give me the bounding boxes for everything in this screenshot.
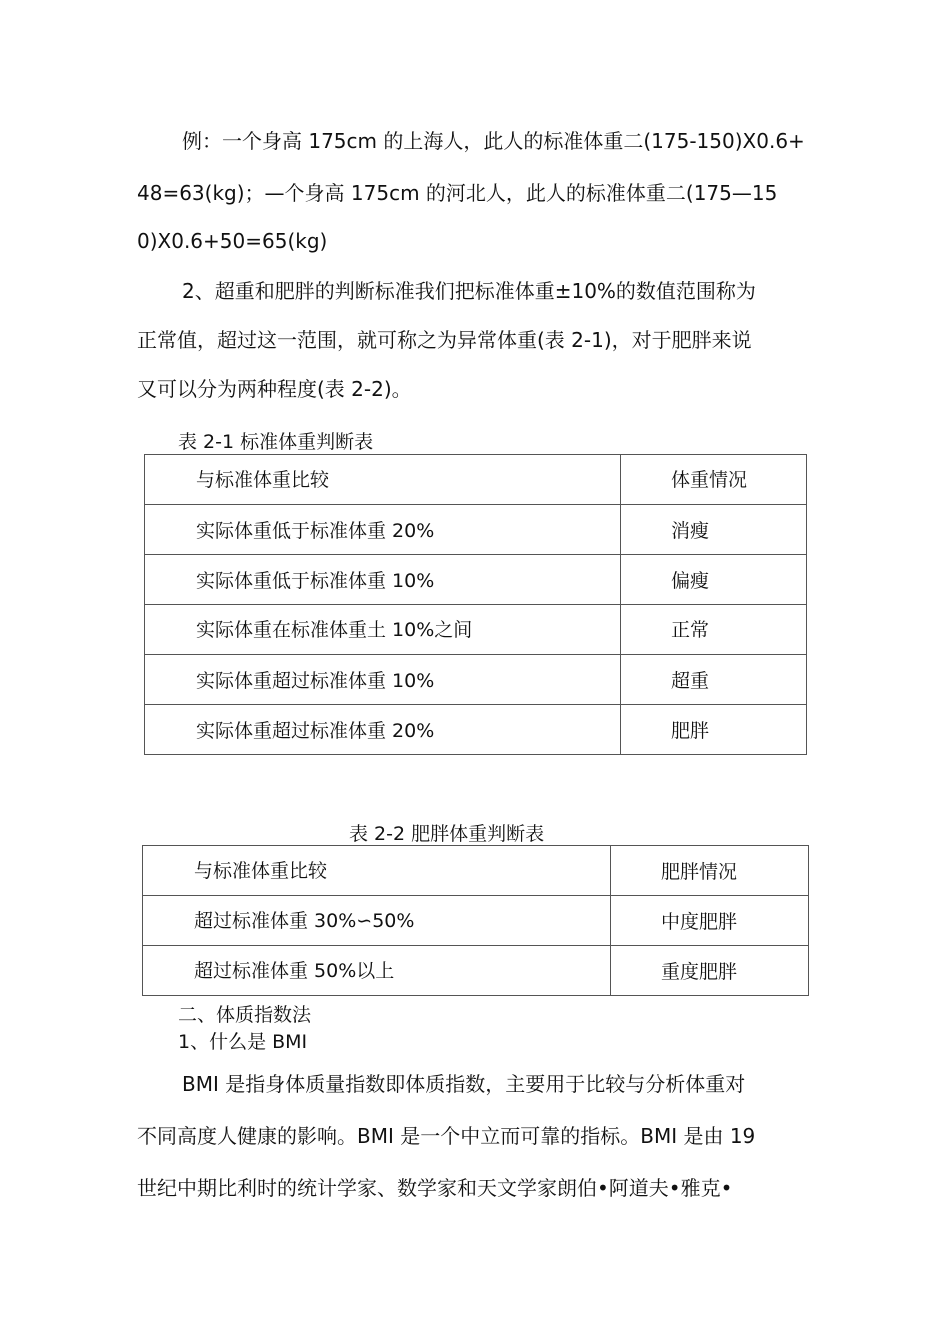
table-row [143, 946, 809, 996]
table-header-cell: 肥胖情况 [611, 846, 809, 896]
table-row [145, 655, 807, 705]
table-cell: 超重 [621, 655, 807, 705]
table-cell: 实际体重低于标准体重 20% [145, 505, 621, 555]
table-cell: 实际体重在标准体重土 10%之间 [145, 605, 621, 655]
obesity-weight-table [142, 845, 809, 996]
standard-line-1: 2、超重和肥胖的判断标准我们把标准体重±10%的数值范围称为 [182, 279, 756, 303]
example-line-2: 48=63(kg)；—个身高 175cm 的河北人，此人的标准体重二(175—15 [137, 181, 778, 205]
table-header-cell: 与标准体重比较 [145, 455, 621, 505]
table-cell: 消瘦 [621, 505, 807, 555]
table-header-row [143, 846, 809, 896]
bmi-line-3: 世纪中期比利时的统计学家、数学家和天文学家朗伯•阿道夫•雅克• [137, 1176, 733, 1200]
table-cell: 正常 [621, 605, 807, 655]
table-row [143, 896, 809, 946]
table-row [145, 505, 807, 555]
standard-line-3: 又可以分为两种程度(表 2-2)。 [137, 377, 412, 401]
table2-caption: 表 2-2 肥胖体重判断表 [349, 823, 545, 845]
table1-caption: 表 2-1 标准体重判断表 [178, 431, 374, 453]
table-cell: 超过标准体重 30%∽50% [143, 896, 611, 946]
table-row [145, 705, 807, 755]
section-heading: 二、体质指数法 [178, 1004, 312, 1026]
table-cell: 实际体重超过标准体重 20% [145, 705, 621, 755]
table-cell: 重度肥胖 [611, 946, 809, 996]
bmi-line-1: BMI 是指身体质量指数即体质指数，主要用于比较与分析体重对 [182, 1072, 746, 1096]
bmi-line-2: 不同高度人健康的影响。BMI 是一个中立而可靠的指标。BMI 是由 19 [137, 1124, 756, 1148]
table-cell: 超过标准体重 50%以上 [143, 946, 611, 996]
table-header-cell: 体重情况 [621, 455, 807, 505]
table-cell: 中度肥胖 [611, 896, 809, 946]
table-row [145, 605, 807, 655]
example-line-3: 0)X0.6+50=65(kg) [137, 229, 328, 253]
table-cell: 实际体重超过标准体重 10% [145, 655, 621, 705]
standard-weight-table [144, 454, 807, 755]
table-row [145, 555, 807, 605]
table-header-row [145, 455, 807, 505]
table-cell: 实际体重低于标准体重 10% [145, 555, 621, 605]
standard-line-2: 正常值，超过这一范围，就可称之为异常体重(表 2-1)，对于肥胖来说 [137, 328, 752, 352]
bmi-subheading: 1、什么是 BMI [178, 1031, 308, 1053]
table-cell: 偏瘦 [621, 555, 807, 605]
table-header-cell: 与标准体重比较 [143, 846, 611, 896]
table-cell: 肥胖 [621, 705, 807, 755]
example-line-1: 例：一个身高 175cm 的上海人，此人的标准体重二(175-150)X0.6+ [182, 129, 805, 153]
